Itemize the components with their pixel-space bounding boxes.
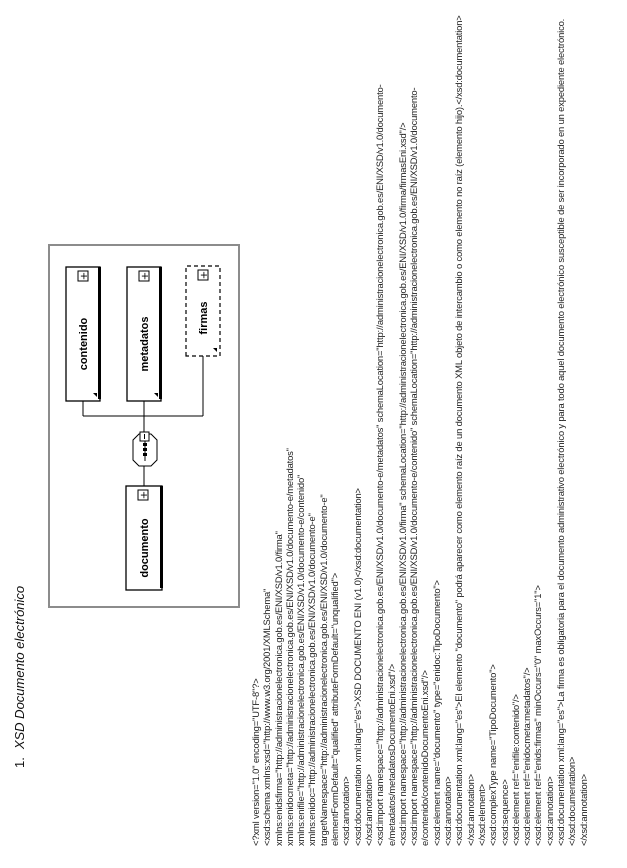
child-metadatos-shadow xyxy=(159,267,162,399)
child-metadatos-expand-icon: + xyxy=(140,271,151,281)
code-line: targetNamespace="http://administracionelectronica.gob.es/ENI/XSD/v1.0/documento-e" xyxy=(317,494,329,846)
code-line: <xsd:import namespace="http://administracionelectronica.gob.es/ENI/XSD/v1.0/documento-e/metadatos" schemaLocation="http://administracionelectronica.gob.es/ENI/XSD/v1.0/documento-e/metadatos/metadatosDocumentoEni.xsd"/> xyxy=(374,84,397,846)
child-contenido-expand-icon: + xyxy=(79,271,90,281)
section-heading xyxy=(12,586,27,768)
sequence-dot-2 xyxy=(143,448,147,451)
code-line: xmlns:enifile="http://administracionelectronica.gob.es/ENI/XSD/v1.0/documento-e/contenido" xyxy=(295,474,307,846)
code-line: </xsd:annotation> xyxy=(577,774,589,846)
code-line: <xsd:element ref="enids:firmas" minOccurs="0" maxOccurs="1"> xyxy=(532,585,544,846)
code-line: <xsd:element ref="enidocmeta:metadatos"/> xyxy=(521,667,533,846)
code-line: <xsd:annotation> xyxy=(442,776,454,846)
section-title: XSD Documento electrónico xyxy=(12,585,27,750)
child-metadatos-label: metadatos xyxy=(139,316,151,372)
root-expand-icon: + xyxy=(139,490,150,500)
code-line: <xsd:schema xmlns:xsd="http://www.w3.org/2001/XMLSchema" xyxy=(261,588,273,846)
child-contenido-shadow xyxy=(98,267,101,399)
code-line: <xsd:sequence> xyxy=(498,779,510,846)
xsd-schema-diagram xyxy=(50,246,238,606)
root-element-label: documento xyxy=(139,518,151,578)
code-line: xmlns:enidocmeta="http://administracionelectronica.gob.es/ENI/XSD/v1.0/documento-e/metadatos" xyxy=(283,448,295,846)
code-line: <xsd:complexType name="TipoDocumento"> xyxy=(487,664,499,846)
code-line: <?xml version="1.0" encoding="UTF-8"?> xyxy=(250,678,261,846)
code-line: </xsd:element> xyxy=(475,783,487,846)
code-line: <xsd:annotation> xyxy=(340,776,352,846)
code-line: <xsd:documentation xml:lang="es">El elemento "documento" podrá aparecer como elemento raíz de un documento XML objeto de intercambio o como elemento no raíz (elemento hijo).</xsd:documentation> xyxy=(453,15,465,846)
child-firmas-expand-icon: + xyxy=(199,270,210,280)
sequence-dot-3 xyxy=(143,443,147,446)
code-line: </xsd:annotation> xyxy=(464,774,476,846)
xsd-source-listing xyxy=(250,6,622,846)
xsd-diagram-frame xyxy=(48,244,240,608)
code-line: <xsd:import namespace="http://administracionelectronica.gob.es/ENI/XSD/v1.0/documento-e/contenido" schemaLocation="http://administracionelectronica.gob.es/ENI/XSD/v1.0/documento-e/contenido/contenidoDocumentoEni.xsd"/> xyxy=(408,87,431,846)
code-line: <xsd:documentation xml:lang="es">XSD DOCUMENTO ENI (v1.0)</xsd:documentation> xyxy=(351,488,363,846)
sequence-dot-1 xyxy=(143,453,147,456)
code-line: <xsd:documentation xml:lang="es">La firma es obligatoria para el documento administrativo electrónico y para todo aquel documento electrónico susceptible de ser incorporado en un expediente electrónico. </xsd:documentation> xyxy=(555,18,578,846)
code-line: xmlns:enidoc="http://administracionelectronica.gob.es/ENI/XSD/v1.0/documento-e" xyxy=(306,513,318,846)
code-line: <xsd:import namespace="http://administracionelectronica.gob.es/ENI/XSD/v1.0/firma" schemaLocation="http://administracionelectronica.gob.es/ENI/XSD/v1.0/firma/firmasEni.xsd"/> xyxy=(396,122,408,846)
code-line: <xsd:annotation> xyxy=(543,776,555,846)
code-line: elementFormDefault="qualified" attributeFormDefault="unqualified"> xyxy=(329,572,341,846)
code-line: <xsd:element ref="enifile:contenido"/> xyxy=(509,694,521,846)
section-number: 1. xyxy=(12,757,27,768)
root-element-shadow xyxy=(160,486,163,588)
code-line: <xsd:element name="documento" type="enidoc:TipoDocumento"> xyxy=(430,580,442,846)
child-contenido-label: contenido xyxy=(78,317,90,371)
child-firmas-label: firmas xyxy=(198,301,210,335)
code-line: </xsd:annotation> xyxy=(362,774,374,846)
code-line: xmlns:enidsfirma="http://administracionelectronica.gob.es/ENI/XSD/v1.0/firma" xyxy=(272,531,284,846)
